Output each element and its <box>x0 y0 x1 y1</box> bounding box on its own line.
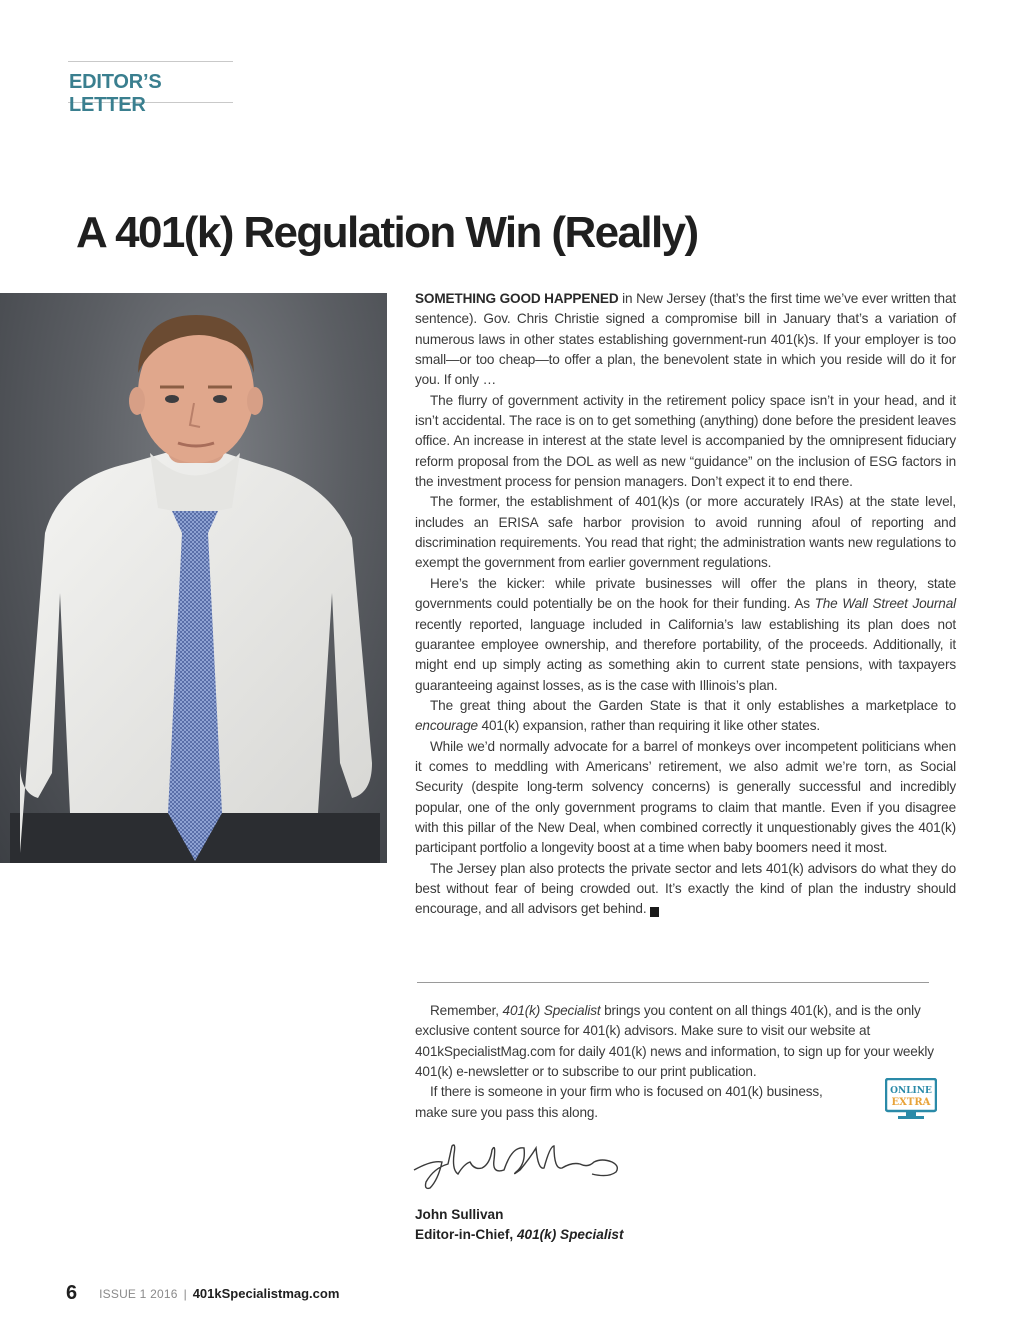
divider <box>417 982 929 983</box>
footer-separator: | <box>183 1286 187 1301</box>
paragraph-text: brings you content on all things 401(k), and is the only exclusive content source for 401(k) advisors. Make sure to visit our website at 401kSpecialistMag.com for daily 401(k) news and information, to sign up for your weekly 401(k) e-newsletter or to subscribe to our print publication. <box>415 1003 934 1080</box>
paragraph-text: 401(k) expansion, rather than requiring it like other states. <box>477 718 820 734</box>
paragraph <box>415 574 956 696</box>
paragraph-text: recently reported, language included in California’s law establishing its plan does not guarantee employee ownership, and therefore portability, of the proceeds. Additionally, it might end up simply acting as something akin to current state pensions, with taxpayers guaranteeing against losses, as is the case with Illinois’s plan. <box>415 616 956 693</box>
website-link[interactable]: 401kSpecialistmag.com <box>192 1286 340 1301</box>
paragraph-text: The great thing about the Garden State is that it only establishes a marketplace to <box>430 697 956 713</box>
section-label <box>68 61 233 116</box>
paragraph <box>415 696 956 737</box>
paragraph-text: Here’s the kicker: while private businesses will offer the plans in theory, state governments could potentially be on the hook for their funding. As <box>415 575 956 612</box>
headline: A 401(k) Regulation Win (Really) <box>76 208 698 257</box>
paragraph <box>415 289 956 391</box>
online-extra-line2: EXTRA <box>891 1097 931 1108</box>
page-number: 6 <box>66 1282 78 1304</box>
paragraph <box>415 859 956 920</box>
paragraph-text: in New Jersey (that’s the first time we’ve ever written that sentence). Gov. Chris Christie signed a compromise bill in January that’s a variation of numerous laws in other states establishing government-run 401(k)s. If your employer is too small—or too cheap—to offer a plan, the benevolent state in which you reside will do it for you. If only … <box>415 291 956 388</box>
paragraph-text: The Jersey plan also protects the private sector and lets 401(k) advisors do what they do best without fear of being crowded out. It’s exactly the kind of plan the industry should encourage, and all advisors get behind. <box>415 860 956 917</box>
paragraph: The former, the establishment of 401(k)s (or more accurately IRAs) at the state level, includes an ERISA safe harbor provision to avoid running afoul of reporting and discrimination requirements. You read that right; the administration wants new regulations to exempt the government from earlier government regulations. <box>415 494 956 571</box>
section-label-text: EDITOR’S LETTER <box>69 71 162 116</box>
online-extra-line1: ONLINE <box>890 1086 932 1096</box>
paragraph: While we’d normally advocate for a barrel of monkeys over incompetent politicians when it comes to meddling with Americans’ retirement, we also admit we’re torn, as Social Security (despite long-term solvency concerns) is generally successful and incredibly popular, one of the only government programs to claim that mantle. Even if you disagree with this pillar of the New Deal, when combined correctly it unquestionably gives the 401(k) participant portfolio a longevity boost at a time when baby boomers need it most. <box>415 738 956 856</box>
publication-name: The Wall Street Journal <box>814 596 957 612</box>
paragraph-text: Remember, <box>430 1003 503 1018</box>
end-mark-icon: K <box>650 907 659 917</box>
online-extra-icon <box>885 1078 937 1120</box>
signer-name: John Sullivan <box>415 1207 504 1222</box>
closing-paragraph: If there is someone in your firm who is focused on 401(k) business, make sure you pass this along. <box>415 1084 823 1120</box>
page-footer <box>66 1282 339 1304</box>
emphasis: encourage <box>415 718 478 734</box>
signature <box>412 1140 624 1196</box>
author-portrait-illustration <box>0 293 387 863</box>
signer-block <box>415 1205 624 1245</box>
signer-title <box>415 1225 624 1245</box>
closing-paragraph <box>415 1001 935 1082</box>
magazine-name: 401(k) Specialist <box>502 1003 601 1018</box>
signer-publication: 401(k) Specialist <box>516 1227 624 1242</box>
closing-note <box>415 1001 935 1123</box>
issue-label: ISSUE 1 2016 <box>99 1286 178 1301</box>
article-body <box>415 289 956 920</box>
paragraph: The flurry of government activity in the retirement policy space isn’t in your head, and it isn’t accidental. The race is on to get something (anything) done before the president leaves office. An increase in interest at the state level is accompanied by the omnipresent fiduciary reform proposal from the DOL as well as new “guidance” on the inclusion of ESG factors in the investment process for pension managers. Don’t expect it to end there. <box>415 392 956 490</box>
lead-in: SOMETHING GOOD HAPPENED <box>415 291 619 306</box>
signer-title-prefix: Editor-in-Chief, <box>415 1227 517 1242</box>
author-photo <box>0 293 387 863</box>
